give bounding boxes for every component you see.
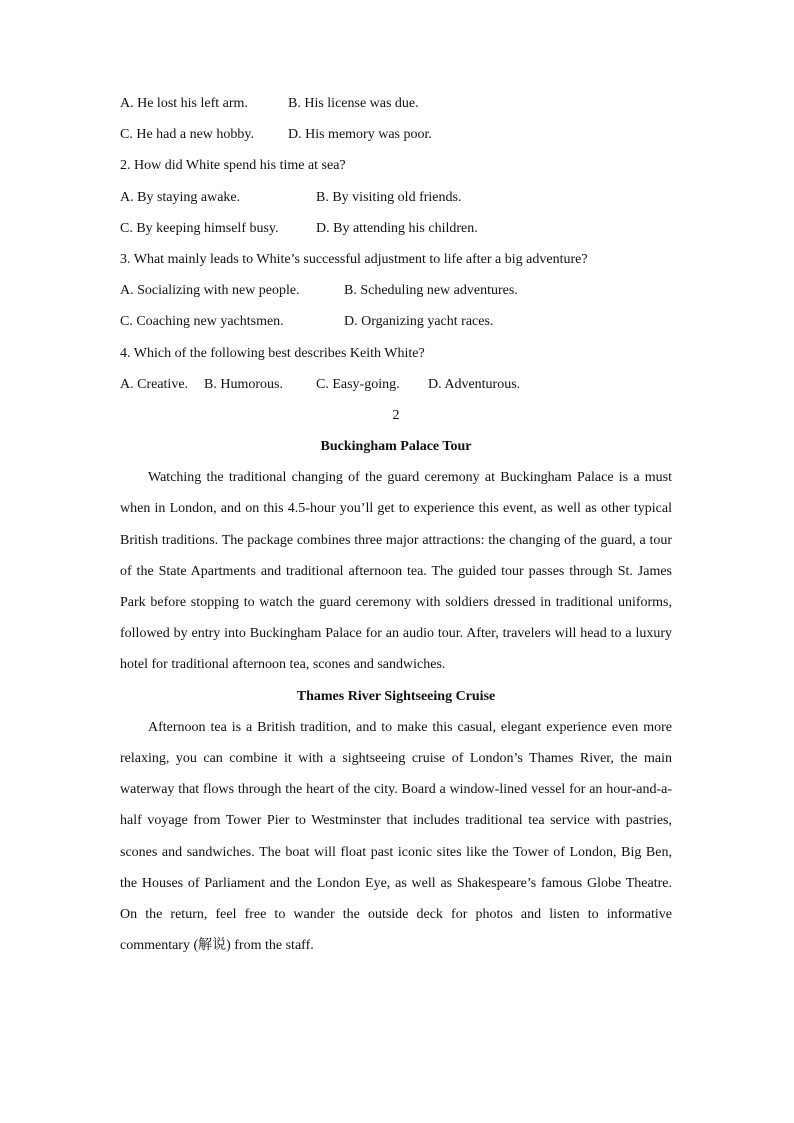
q1-option-a: A. He lost his left arm. [120,96,248,111]
q2-option-a: A. By staying awake. [120,189,241,205]
q4-option-c: C. Easy-going. [316,376,400,392]
q4-options-row [120,369,672,400]
q1-option-b: B. His license was due. [288,96,419,111]
q1-option-c: C. He had a new hobby. [120,127,255,143]
passage-number: 2 [392,407,400,423]
q4-stem: 4. Which of the following best describes Keith White? [120,345,425,361]
q3-option-c: C. Coaching new yachtsmen. [120,314,284,330]
section-title-thames: Thames River Sightseeing Cruise [296,688,496,704]
q2-stem: 2. How did White spend his time at sea? [120,158,346,174]
section-title-buckingham: Buckingham Palace Tour [320,439,472,455]
q4-option-a: A. Creative. [120,376,189,392]
q2-option-c: C. By keeping himself busy. [120,220,279,236]
exam-page [120,88,672,961]
q1-options-row-1 [120,88,672,119]
q2-options-row-2 [120,213,672,244]
section-body-buckingham: Watching the traditional changing of the guard ceremony at Buckingham Palace is a must when in London, and on this 4.5-hour you’ll get to experience this event, as well as other typical British traditions. The package combines three major attractions: the changing of the guard, a tour of the State Apartments and traditional afternoon tea. The guided tour passes through St. James Park before stopping to watch the guard ceremony with soldiers dressed in traditional uniforms, followed by entry into Buckingham Palace for an audio tour. After, travelers will head to a luxury hotel for traditional afternoon tea, scones and sandwiches. [120,470,672,673]
q3-options-row-2 [120,306,672,337]
q4-option-b: B. Humorous. [204,376,283,392]
q3-options-row-1 [120,275,672,306]
q3-stem: 3. What mainly leads to White’s successful adjustment to life after a big adventure? [120,251,588,267]
q3-option-b: B. Scheduling new adventures. [344,283,518,299]
q2-option-d: D. By attending his children. [316,220,478,236]
q4-option-d: D. Adventurous. [428,376,521,392]
q1-options-row-2 [120,119,672,150]
q3-option-a: A. Socializing with new people. [120,283,300,299]
q1-option-d: D. His memory was poor. [288,127,432,143]
q3-option-d: D. Organizing yacht races. [344,314,494,330]
q2-options-row-1 [120,182,672,213]
q2-option-b: B. By visiting old friends. [316,189,462,205]
section-body-thames: Afternoon tea is a British tradition, and to make this casual, elegant experience even more relaxing, you can combine it with a sightseeing cruise of London’s Thames River, the main waterway that flows through the heart of the city. Board a window-lined vessel for an hour-and-a-half voyage from Tower Pier to Westminster that includes traditional tea service with pastries, scones and sandwiches. The boat will float past iconic sites like the Tower of London, Big Ben, the Houses of Parliament and the London Eye, as well as Shakespeare’s famous Globe Theatre. On the return, feel free to wander the outside deck for photos and listen to informative commentary (解说) from the staff. [120,719,672,954]
